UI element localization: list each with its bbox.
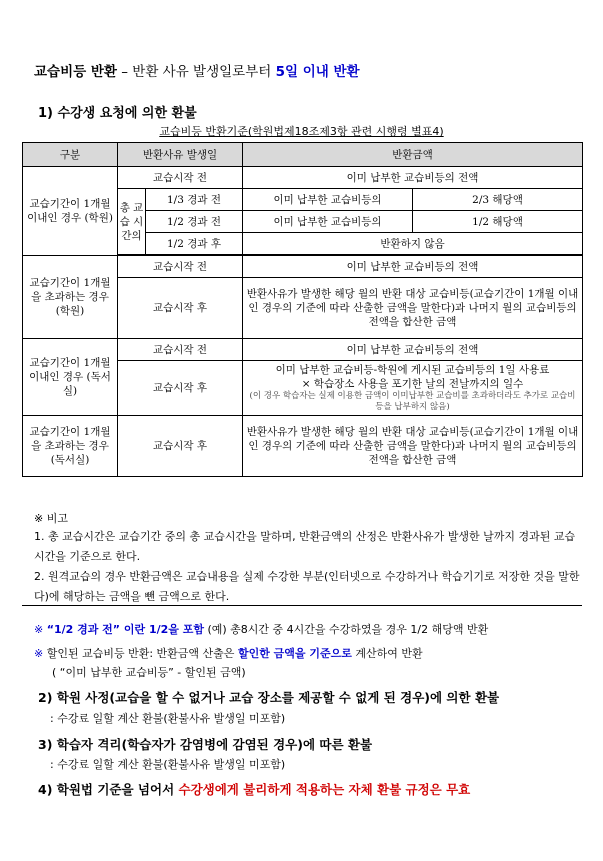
cell-third-a: 이미 납부한 교습비등의 bbox=[243, 189, 413, 211]
group-academy-1month: 교습기간이 1개월 이내인 경우 (학원) bbox=[23, 167, 118, 256]
cell-amount-2: 반환사유가 발생한 해당 월의 반환 대상 교습비등(교습기간이 1개월 이내인 경우의 기준에 따라 산출한 금액을 말한다)과 나머지 월의 교습비등의 전액을 합산한 금액 bbox=[243, 278, 583, 339]
star-mark-1: ※ bbox=[34, 623, 44, 636]
cell-after-half: 1/2 경과 후 bbox=[146, 233, 243, 255]
note-2: 2. 원격교습의 경우 반환금액은 교습내용을 실제 수강한 부분(인터넷으로 수강하거나 학습기기로 저장한 것을 말한다)에 해당하는 금액을 뺀 금액으로 한다. bbox=[34, 570, 580, 603]
cell-before-start-2: 교습시작 전 bbox=[118, 256, 243, 278]
star1-emphasis: “1/2 경과 전” 이란 1/2을 포함 bbox=[46, 623, 204, 636]
divider bbox=[22, 605, 582, 606]
star2-post: 계산하여 반환 bbox=[351, 647, 423, 660]
section2-title: 2) 학원 사정(교습을 할 수 없거나 교습 장소를 제공할 수 없게 된 경우)에 의한 환불 bbox=[38, 690, 500, 705]
cell-after-start-3: 교습시작 후 bbox=[118, 361, 243, 416]
refund-table bbox=[22, 142, 583, 477]
group-academy-over1month: 교습기간이 1개월을 초과하는 경우(학원) bbox=[23, 256, 118, 339]
page-title bbox=[34, 60, 360, 80]
header-reason-date: 반환사유 발생일 bbox=[118, 143, 243, 167]
group-reading-over1month: 교습기간이 1개월을 초과하는 경우(독서실) bbox=[23, 416, 118, 477]
title-main: 교습비등 반환 bbox=[34, 64, 117, 80]
title-highlight: 5일 이내 반환 bbox=[275, 64, 360, 80]
star-note-1 bbox=[34, 621, 488, 637]
group-reading-1month: 교습기간이 1개월 이내인 경우 (독서실) bbox=[23, 339, 118, 416]
cell-third-b: 2/3 해당액 bbox=[413, 189, 583, 211]
star-note-2 bbox=[34, 645, 423, 661]
section4-pre: 4) 학원법 기준을 넘어서 bbox=[38, 782, 179, 797]
star2-line2: ( “이미 납부한 교습비등” - 할인된 금액) bbox=[52, 666, 246, 679]
amount-3-line1: 이미 납부한 교습비등-학원에 게시된 교습비등의 1일 사용료 bbox=[275, 364, 550, 376]
star-mark-2: ※ bbox=[34, 647, 44, 660]
note-1: 1. 총 교습시간은 교습기간 중의 총 교습시간을 말하며, 반환금액의 산정은 반환사유가 발생한 날까지 경과된 교습시간을 기준으로 한다. bbox=[34, 530, 576, 563]
cell-before-start: 교습시작 전 bbox=[118, 167, 243, 189]
cell-full-amount-3: 이미 납부한 교습비등의 전액 bbox=[243, 339, 583, 361]
title-dash: – 반환 사유 발생일로부터 bbox=[116, 64, 276, 80]
cell-amount-3 bbox=[243, 361, 583, 416]
cell-after-start-4: 교습시작 후 bbox=[118, 416, 243, 477]
star1-rest: (예) 총8시간 중 4시간을 수강하였을 경우 1/2 해당액 반환 bbox=[203, 623, 489, 636]
section3-sub: : 수강료 일할 계산 환불(환불사유 발생일 미포함) bbox=[50, 758, 286, 771]
cell-third: 1/3 경과 전 bbox=[146, 189, 243, 211]
section4-title bbox=[38, 780, 470, 798]
cell-total-time: 총 교습 시간의 bbox=[118, 189, 146, 255]
cell-before-start-3: 교습시작 전 bbox=[118, 339, 243, 361]
cell-after-start-2: 교습시작 후 bbox=[118, 278, 243, 339]
table-caption: 교습비등 반환기준(학원법제18조제3항 관련 시행령 별표4) bbox=[159, 125, 444, 138]
cell-full-amount: 이미 납부한 교습비등의 전액 bbox=[243, 167, 583, 189]
amount-3-note: (이 경우 학습자는 실제 이용한 금액이 이미납부한 교습비를 초과하더라도 추가로 교습비등을 납부하지 않음) bbox=[249, 391, 576, 412]
star2-emphasis: 할인한 금액을 기준으로 bbox=[237, 647, 352, 660]
amount-3-line2: × 학습장소 사용을 포기한 날의 전날까지의 일수 bbox=[301, 378, 524, 390]
header-category: 구분 bbox=[23, 143, 118, 167]
cell-half: 1/2 경과 전 bbox=[146, 211, 243, 233]
cell-half-b: 1/2 해당액 bbox=[413, 211, 583, 233]
cell-no-refund: 반환하지 않음 bbox=[243, 233, 583, 255]
section4-red: 수강생에게 불리하게 적용하는 자체 환불 규정은 무효 bbox=[178, 782, 471, 797]
cell-amount-4: 반환사유가 발생한 해당 월의 반환 대상 교습비등(교습기간이 1개월 이내인 경우의 기준에 따라 산출한 금액을 말한다)과 나머지 월의 교습비등의 전액을 합산한 금액 bbox=[243, 416, 583, 477]
section3-title: 3) 학습자 격리(학습자가 감염병에 감염된 경우)에 따른 환불 bbox=[38, 737, 373, 752]
header-amount: 반환금액 bbox=[243, 143, 583, 167]
cell-half-a: 이미 납부한 교습비등의 bbox=[243, 211, 413, 233]
notes-title: ※ 비고 bbox=[34, 512, 68, 525]
cell-full-amount-2: 이미 납부한 교습비등의 전액 bbox=[243, 256, 583, 278]
section2-sub: : 수강료 일할 계산 환불(환불사유 발생일 미포함) bbox=[50, 712, 286, 725]
section1-title: 1) 수강생 요청에 의한 환불 bbox=[38, 106, 197, 121]
star2-pre: 할인된 교습비등 반환: 반환금액 산출은 bbox=[46, 647, 238, 660]
